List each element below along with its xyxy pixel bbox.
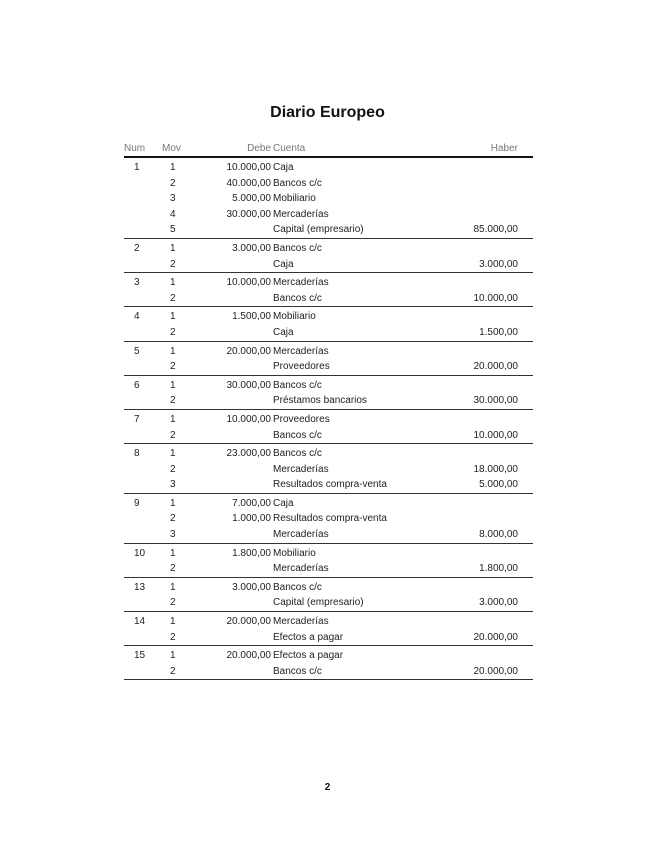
table-row <box>124 580 533 596</box>
haber-amount: 1.800,00 <box>479 563 518 575</box>
debe-amount: 10.000,00 <box>226 277 271 289</box>
movement-num: 2 <box>170 395 176 407</box>
haber-amount: 85.000,00 <box>473 224 518 236</box>
movement-num: 1 <box>170 379 176 391</box>
table-row <box>124 176 533 192</box>
table-row <box>124 546 533 562</box>
haber-amount: 10.000,00 <box>473 292 518 304</box>
table-row <box>124 462 533 478</box>
entry-num: 2 <box>134 242 140 254</box>
account-name: Proveedores <box>273 361 330 373</box>
debe-amount: 5.000,00 <box>232 193 271 205</box>
movement-num: 2 <box>170 463 176 475</box>
journal-entry <box>124 342 533 376</box>
account-name: Bancos c/c <box>273 448 322 460</box>
entry-num: 13 <box>134 581 146 593</box>
debe-amount: 40.000,00 <box>226 177 271 189</box>
movement-num: 1 <box>170 345 176 357</box>
journal-entry <box>124 410 533 444</box>
debe-amount: 30.000,00 <box>226 208 271 220</box>
table-row <box>124 412 533 428</box>
debe-amount: 30.000,00 <box>226 379 271 391</box>
table-row <box>124 344 533 360</box>
table-row <box>124 241 533 257</box>
movement-num: 3 <box>170 529 176 541</box>
journal-entry <box>124 494 533 544</box>
account-name: Capital (empresario) <box>273 597 364 609</box>
table-row <box>124 527 533 543</box>
table-row <box>124 614 533 630</box>
movement-num: 1 <box>170 242 176 254</box>
account-name: Mercaderías <box>273 616 329 628</box>
table-row <box>124 257 533 273</box>
debe-amount: 3.000,00 <box>232 581 271 593</box>
journal-entry <box>124 239 533 273</box>
table-row <box>124 428 533 444</box>
movement-num: 5 <box>170 224 176 236</box>
page-title: Diario Europeo <box>270 104 385 121</box>
table-row <box>124 309 533 325</box>
movement-num: 2 <box>170 597 176 609</box>
movement-num: 1 <box>170 547 176 559</box>
table-row <box>124 378 533 394</box>
debe-amount: 3.000,00 <box>232 242 271 254</box>
debe-amount: 1.500,00 <box>232 311 271 323</box>
movement-num: 1 <box>170 413 176 425</box>
journal-entry <box>124 376 533 410</box>
account-name: Caja <box>273 326 294 338</box>
movement-num: 2 <box>170 326 176 338</box>
account-name: Bancos c/c <box>273 581 322 593</box>
movement-num: 1 <box>170 311 176 323</box>
table-row <box>124 511 533 527</box>
journal-entry <box>124 307 533 341</box>
account-name: Mercaderías <box>273 529 329 541</box>
account-name: Bancos c/c <box>273 242 322 254</box>
debe-amount: 10.000,00 <box>226 162 271 173</box>
entry-num: 6 <box>134 379 140 391</box>
movement-num: 1 <box>170 650 176 662</box>
account-name: Mercaderías <box>273 208 329 220</box>
debe-amount: 20.000,00 <box>226 616 271 628</box>
account-name: Bancos c/c <box>273 292 322 304</box>
page-number: 2 <box>324 782 331 793</box>
table-row <box>124 291 533 307</box>
journal-entries <box>124 158 533 680</box>
entry-num: 4 <box>134 311 140 323</box>
table-row <box>124 446 533 462</box>
haber-amount: 18.000,00 <box>473 463 518 475</box>
table-row <box>124 160 533 176</box>
movement-num: 1 <box>170 581 176 593</box>
table-row <box>124 222 533 238</box>
account-name: Bancos c/c <box>273 665 322 677</box>
entry-num: 9 <box>134 497 140 509</box>
account-name: Mercaderías <box>273 345 329 357</box>
account-name: Capital (empresario) <box>273 224 364 236</box>
table-row <box>124 191 533 207</box>
movement-num: 2 <box>170 563 176 575</box>
movement-num: 3 <box>170 193 176 205</box>
journal-entry <box>124 646 533 680</box>
account-name: Caja <box>273 162 294 173</box>
movement-num: 2 <box>170 665 176 677</box>
account-name: Mobiliario <box>273 193 316 205</box>
account-name: Resultados compra-venta <box>273 479 387 491</box>
entry-num: 7 <box>134 413 140 425</box>
movement-num: 2 <box>170 292 176 304</box>
account-name: Bancos c/c <box>273 379 322 391</box>
movement-num: 4 <box>170 208 176 220</box>
haber-amount: 30.000,00 <box>473 395 518 407</box>
haber-amount: 1.500,00 <box>479 326 518 338</box>
account-name: Mercaderías <box>273 463 329 475</box>
entry-num: 3 <box>134 277 140 289</box>
entry-num: 5 <box>134 345 140 357</box>
account-name: Mercaderías <box>273 277 329 289</box>
journal-entry <box>124 612 533 646</box>
table-row <box>124 648 533 664</box>
movement-num: 1 <box>170 497 176 509</box>
account-name: Efectos a pagar <box>273 631 344 643</box>
journal-entry <box>124 273 533 307</box>
entry-num: 10 <box>134 547 146 559</box>
table-row <box>124 325 533 341</box>
journal-entry <box>124 444 533 494</box>
debe-amount: 1.000,00 <box>232 513 271 525</box>
entry-num: 8 <box>134 448 140 460</box>
account-name: Bancos c/c <box>273 177 322 189</box>
haber-amount: 5.000,00 <box>479 479 518 491</box>
table-row <box>124 393 533 409</box>
movement-num: 2 <box>170 361 176 373</box>
table-row <box>124 561 533 577</box>
debe-amount: 1.800,00 <box>232 547 271 559</box>
haber-amount: 20.000,00 <box>473 631 518 643</box>
journal-entry <box>124 578 533 612</box>
journal-table <box>124 141 533 680</box>
haber-amount: 3.000,00 <box>479 258 518 270</box>
movement-num: 2 <box>170 429 176 441</box>
account-name: Mercaderías <box>273 563 329 575</box>
haber-amount: 10.000,00 <box>473 429 518 441</box>
debe-amount: 23.000,00 <box>226 448 271 460</box>
table-row <box>124 664 533 680</box>
movement-num: 3 <box>170 479 176 491</box>
table-row <box>124 630 533 646</box>
table-row <box>124 496 533 512</box>
debe-amount: 20.000,00 <box>226 345 271 357</box>
header-mov: Mov <box>162 143 181 154</box>
haber-amount: 3.000,00 <box>479 597 518 609</box>
journal-entry <box>124 158 533 239</box>
debe-amount: 7.000,00 <box>232 497 271 509</box>
account-name: Mobiliario <box>273 311 316 323</box>
table-row <box>124 595 533 611</box>
movement-num: 2 <box>170 513 176 525</box>
movement-num: 2 <box>170 258 176 270</box>
header-cuenta: Cuenta <box>273 143 306 154</box>
debe-amount: 10.000,00 <box>226 413 271 425</box>
account-name: Mobiliario <box>273 547 316 559</box>
entry-num: 14 <box>134 616 146 628</box>
debe-amount: 20.000,00 <box>226 650 271 662</box>
account-name: Efectos a pagar <box>273 650 344 662</box>
account-name: Préstamos bancarios <box>273 395 367 407</box>
entry-num: 15 <box>134 650 146 662</box>
table-header <box>124 141 533 158</box>
header-num: Num <box>124 143 146 154</box>
account-name: Bancos c/c <box>273 429 322 441</box>
movement-num: 2 <box>170 177 176 189</box>
movement-num: 1 <box>170 448 176 460</box>
account-name: Caja <box>273 258 294 270</box>
movement-num: 2 <box>170 631 176 643</box>
table-row <box>124 275 533 291</box>
account-name: Proveedores <box>273 413 330 425</box>
journal-entry <box>124 544 533 578</box>
table-row <box>124 477 533 493</box>
haber-amount: 20.000,00 <box>473 361 518 373</box>
haber-amount: 8.000,00 <box>479 529 518 541</box>
account-name: Resultados compra-venta <box>273 513 387 525</box>
movement-num: 1 <box>170 162 176 173</box>
header-debe: Debe <box>247 143 271 154</box>
movement-num: 1 <box>170 616 176 628</box>
table-row <box>124 207 533 223</box>
header-haber: Haber <box>490 143 518 154</box>
haber-amount: 20.000,00 <box>473 665 518 677</box>
movement-num: 1 <box>170 277 176 289</box>
account-name: Caja <box>273 497 294 509</box>
entry-num: 1 <box>134 162 140 173</box>
table-row <box>124 359 533 375</box>
